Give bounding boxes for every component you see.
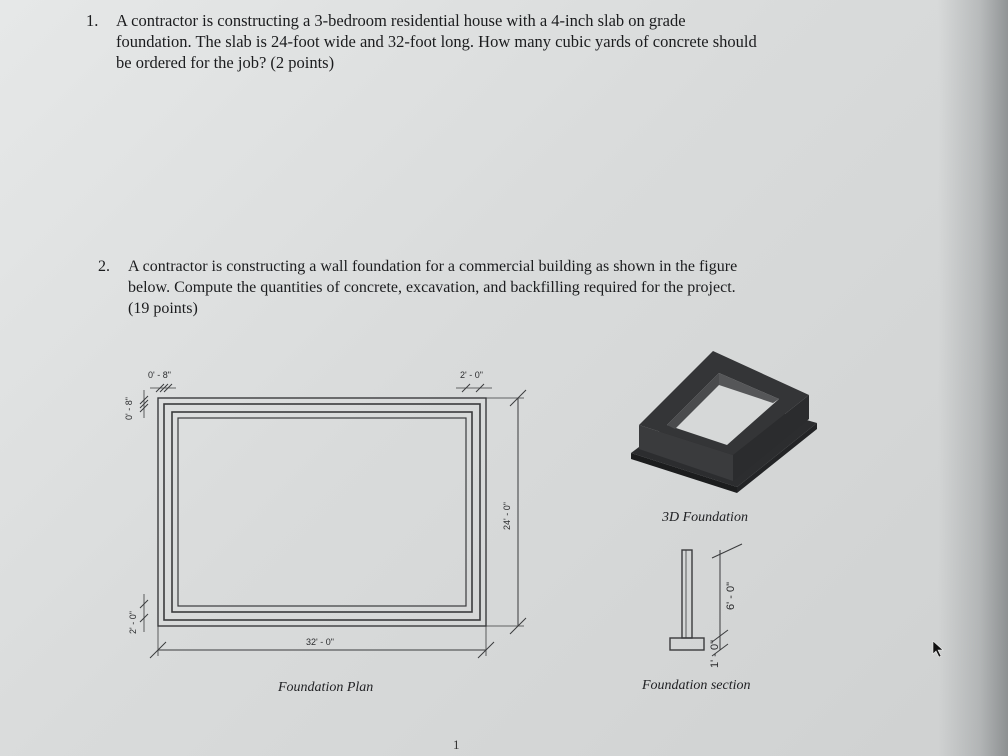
question-1-line-1: A contractor is constructing a 3-bedroom residential house with a 4-inch slab on grade [116,11,686,30]
question-1 [86,10,866,80]
section-footing [670,638,704,650]
plan-dim-top-left: 0' - 8" [148,370,171,380]
foundation-section-drawing [660,538,770,678]
foundation-plan-caption: Foundation Plan [278,680,374,695]
foundation-3d-caption: 3D Foundation [662,510,748,525]
section-dim-footing: 1' - 0" [709,639,721,668]
page-number: 1 [453,737,460,752]
question-2-number: 2. [98,258,110,275]
screen-edge-shadow [938,0,1008,756]
mouse-cursor-icon [932,640,946,658]
question-2-line-3: (19 points) [128,300,198,317]
foundation-plan-drawing [120,360,540,670]
question-1-line-3: be ordered for the job? (2 points) [116,53,335,72]
plan-dim-top-right: 2' - 0" [460,370,483,380]
plan-dim-bottom: 32' - 0" [306,637,334,647]
question-1-number: 1. [86,11,99,30]
plan-wall-outer [164,404,480,620]
question-2-line-2: below. Compute the quantities of concrete, excavation, and backfilling required for the project. [128,279,736,296]
foundation-3d-drawing [625,345,825,495]
plan-dim-left-top: 0' - 8" [124,397,134,420]
section-wall [682,550,692,638]
plan-footing-outer [158,398,486,626]
question-1-line-2: foundation. The slab is 24-foot wide and 32-foot long. How many cubic yards of concrete should [116,32,757,51]
question-2 [98,256,858,326]
foundation-section-caption: Foundation section [642,678,751,693]
plan-dim-left-bottom: 2' - 0" [128,611,138,634]
plan-wall-inner [172,412,472,612]
plan-footing-inner [178,418,466,606]
section-dim-wall-height: 6' - 0" [725,581,737,610]
question-2-line-1: A contractor is constructing a wall foundation for a commercial building as shown in the figure [128,258,738,275]
plan-dim-right: 24' - 0" [502,502,512,530]
